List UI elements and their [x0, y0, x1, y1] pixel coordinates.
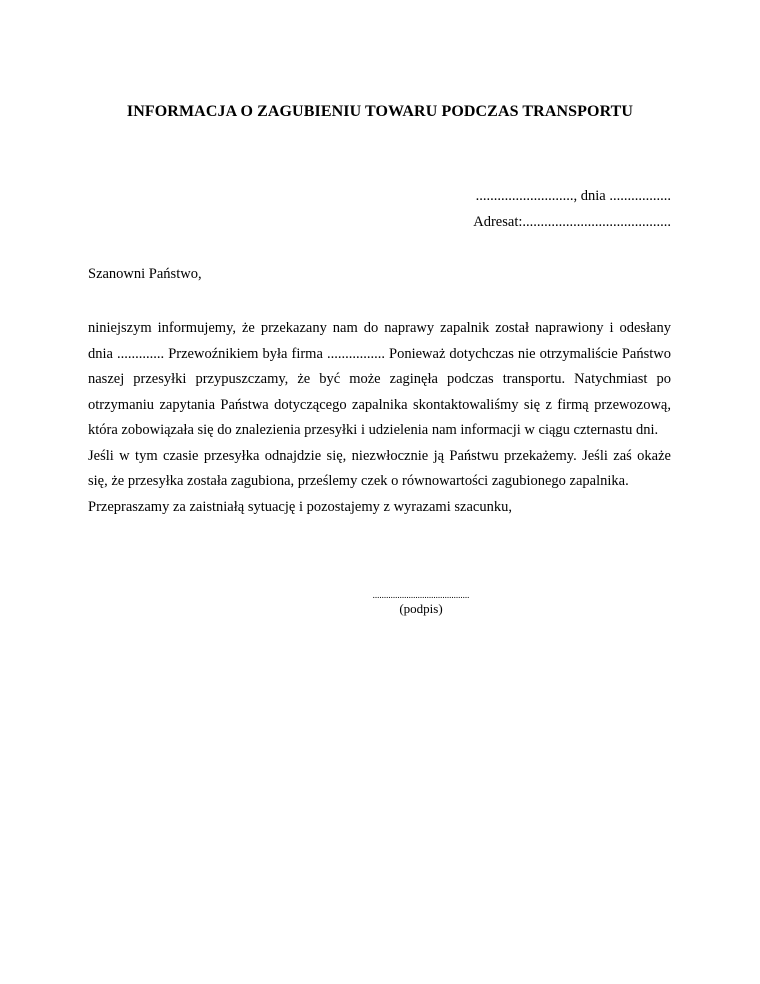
signature-line: ........................................... — [372, 590, 470, 600]
place-date-line: ..........................., dnia ................. — [475, 188, 671, 204]
greeting: Szanowni Państwo, — [88, 266, 202, 282]
paragraph-closing: Przepraszamy za zaistniałą sytuację i pozostajemy z wyrazami szacunku, — [88, 498, 512, 515]
letter-body — [88, 316, 671, 520]
addressee-line: Adresat:......................................... — [473, 214, 671, 230]
document-title: INFORMACJA O ZAGUBIENIU TOWARU PODCZAS TRANSPORTU — [126, 103, 634, 120]
paragraph-followup: Jeśli w tym czasie przesyłka odnajdzie się, niezwłocznie ją Państwu przekażemy. Jeśli zaś okaże się, że przesyłka została zagubiona, prześlemy czek o równowartości zagubionego zapalnika. — [88, 447, 671, 489]
paragraph-main: niniejszym informujemy, że przekazany nam do naprawy zapalnik został naprawiony i odesłany dnia ............. Przewoźnikiem była firma ................ Ponieważ dotychczas nie otrzymaliście Państwo naszej przesyłki przypuszczamy, że być może zaginęła podczas transportu. Natychmiast po otrzymaniu zapytania Państwa dotyczącego zapalnika skontaktowaliśmy się z firmą przewozową, która zobowiązała się do znalezienia przesyłki i udzielenia nam informacji w ciągu czternastu dni. — [88, 320, 671, 438]
signature-block — [355, 589, 487, 617]
signature-label: (podpis) — [399, 601, 443, 616]
